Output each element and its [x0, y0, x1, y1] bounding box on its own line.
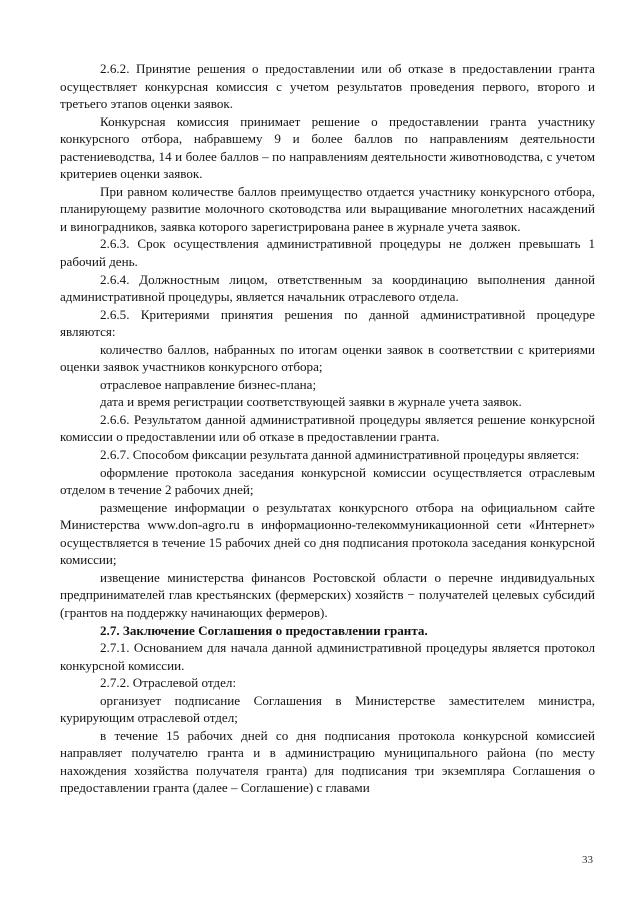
paragraph-15-days: в течение 15 рабочих дней со дня подписания протокола конкурсной комиссией направляет получателю гранта и в администрацию муниципального района (по месту нахождения хозяйства получателя гранта) для подписания три экземпляра Соглашения о предоставлении гранта (далее – Соглашение) с главами	[60, 727, 595, 796]
paragraph-2-6-5: 2.6.5. Критериями принятия решения по данной административной процедуре являются:	[60, 306, 595, 340]
paragraph-2-6-7: 2.6.7. Способом фиксации результата данной административной процедуры является:	[100, 447, 580, 463]
section-heading-2-7: 2.7. Заключение Соглашения о предоставлении гранта.	[100, 622, 428, 638]
paragraph-publication: размещение информации о результатах конкурсного отбора на официальном сайте Министерства www.don-agro.ru в информационно-телекоммуникационной сети «Интернет» осуществляется в течение 15 рабочих дней со дня подписания протокола заседания конкурсной комиссии;	[60, 499, 595, 568]
paragraph-criteria-points: количество баллов, набранных по итогам оценки заявок в соответствии с критериями оценки заявок участников конкурсного отбора;	[60, 341, 595, 375]
paragraph-2-7-1: 2.7.1. Основанием для начала данной административной процедуры является протокол конкурсной комиссии.	[60, 640, 595, 673]
paragraph-2-6-4: 2.6.4. Должностным лицом, ответственным за координацию выполнения данной административной процедуры, является начальник отраслевого отдела.	[60, 271, 595, 305]
paragraph-commission-decision: Конкурсная комиссия принимает решение о предоставлении гранта участнику конкурсного отбора, набравшему 9 и более баллов по направлениям деятельности растениеводства, 14 и более баллов – по направлениям деятельности животноводства, с учетом критериев оценки заявок.	[60, 113, 595, 182]
paragraph-2-6-6: 2.6.6. Результатом данной административной процедуры является решение конкурсной комиссии о предоставлении или об отказе в предоставлении гранта.	[60, 411, 595, 445]
paragraph-2-6-3: 2.6.3. Срок осуществления административной процедуры не должен превышать 1 рабочий день.	[60, 236, 595, 270]
page-number: 33	[582, 854, 593, 866]
paragraph-equal-points: При равном количестве баллов преимущество отдается участнику конкурсного отбора, планирующему развитие молочного скотоводства или выращивание многолетних насаждений и виноградников, заявка которого зарегистрирована ранее в журнале учета заявок.	[60, 183, 595, 234]
paragraph-notification: извещение министерства финансов Ростовской области о перечне индивидуальных предпринимателей глав крестьянских (фермерских) хозяйств − получателей целевых субсидий (грантов на поддержку начинающих фермеров).	[60, 569, 595, 620]
paragraph-protocol: оформление протокола заседания конкурсной комиссии осуществляется отраслевым отделом в течение 2 рабочих дней;	[60, 464, 595, 498]
paragraph-signing: организует подписание Соглашения в Министерстве заместителем министра, курирующим отраслевой отдел;	[60, 692, 595, 726]
paragraph-criteria-direction: отраслевое направление бизнес-плана;	[100, 376, 317, 392]
paragraph-2-7-2: 2.7.2. Отраслевой отдел:	[100, 675, 237, 691]
paragraph-criteria-datetime: дата и время регистрации соответствующей заявки в журнале учета заявок.	[100, 394, 522, 410]
document-page	[60, 60, 595, 797]
paragraph-2-6-2: 2.6.2. Принятие решения о предоставлении или об отказе в предоставлении гранта осуществляет конкурсная комиссия с учетом результатов проведения первого, второго и третьего этапов оценки заявок.	[60, 61, 595, 112]
